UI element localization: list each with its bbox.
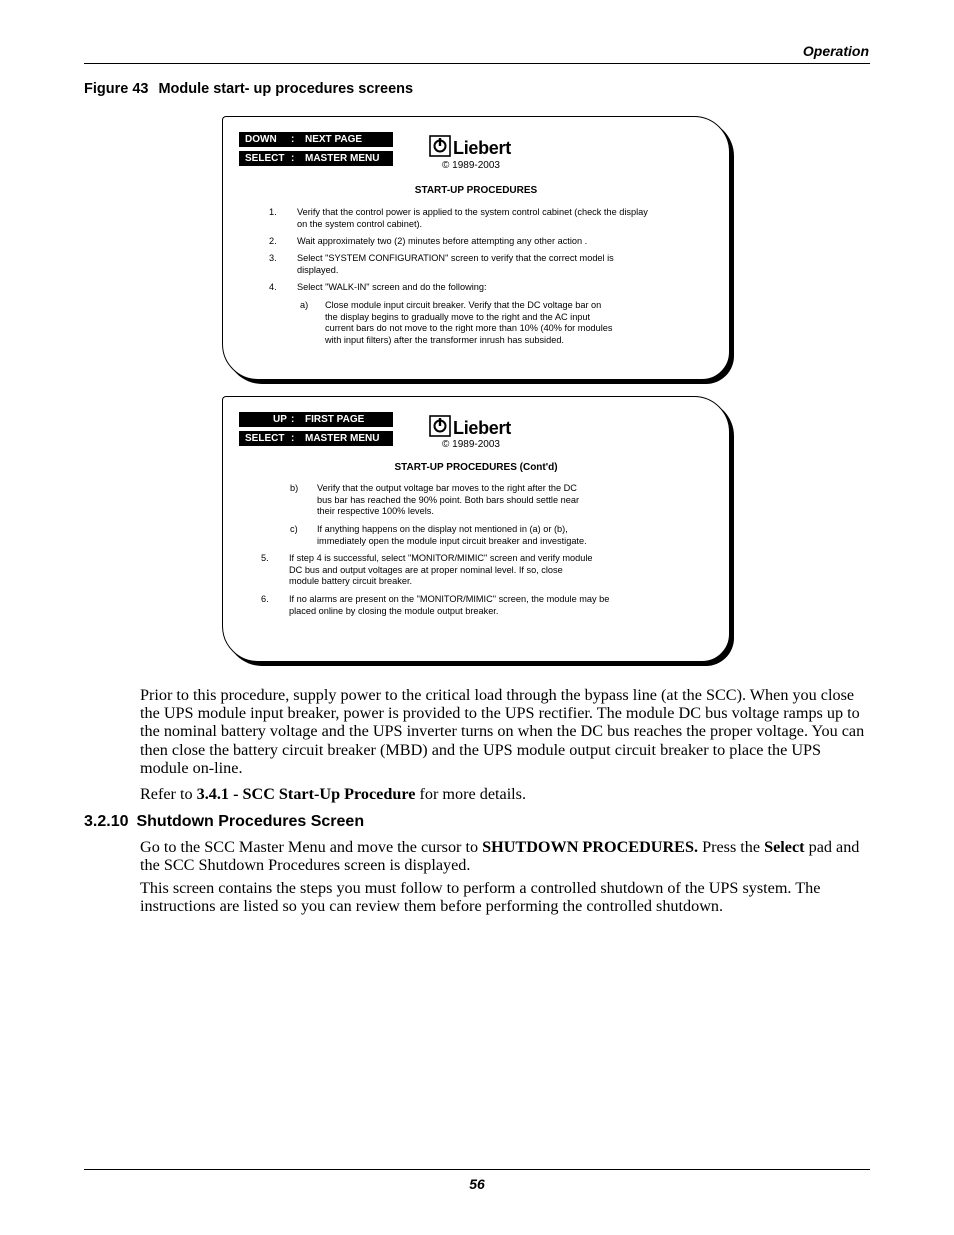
header-rule — [84, 63, 870, 64]
screen-title: START-UP PROCEDURES (Cont'd) — [394, 462, 558, 473]
step-number: c) — [290, 524, 298, 534]
nav-key-label: SELECT — [245, 153, 285, 164]
step-line: Verify that the output voltage bar moves to the right after the DC — [317, 483, 577, 493]
step-line: If step 4 is successful, select "MONITOR/MIMIC" screen and verify module — [289, 553, 593, 563]
step-line: with input filters) after the transformer inrush has subsided. — [325, 334, 564, 345]
step-line: immediately open the module input circuit breaker and investigate. — [317, 535, 587, 546]
step-line: Verify that the control power is applied to the system control cabinet (check the display — [297, 207, 648, 217]
page-number: 56 — [469, 1176, 485, 1192]
liebert-logo-icon — [429, 135, 451, 157]
logo-wordmark: Liebert — [453, 138, 511, 158]
step-line: module battery circuit breaker. — [289, 576, 413, 586]
step-line: Select "WALK-IN" screen and do the following: — [297, 282, 487, 292]
nav-key-label: SELECT — [245, 433, 285, 444]
liebert-logo-icon — [429, 415, 451, 437]
step-number: a) — [300, 300, 309, 310]
nav-key-label: UP — [273, 414, 287, 425]
step-line: displayed. — [297, 264, 339, 275]
section-heading — [84, 813, 364, 831]
step-number: 6. — [261, 594, 269, 604]
nav-key-up — [239, 412, 393, 427]
section-number: 3.2.10 — [84, 813, 129, 830]
paragraph-text: Press the — [698, 838, 765, 856]
step-line: placed online by closing the module output breaker. — [289, 605, 499, 616]
nav-key-separator: : — [291, 433, 295, 444]
intro-paragraph: Prior to this procedure, supply power to the critical load through the bypass line (at the SCC). When you close the UPS module input breaker, power is provided to the UPS rectifier. The module DC bus voltage ramps up to the nominal battery voltage and the UPS inverter turns on when the DC bus reaches the proper voltage. You can then close the battery circuit breaker (MBD) and the UPS module output circuit breaker to place the UPS module on-line. — [140, 686, 865, 777]
step-line: bus bar has reached the 90% point. Both bars should settle near — [317, 494, 580, 505]
step-line: Wait approximately two (2) minutes before attempting any other action . — [297, 236, 588, 246]
nav-key-action: FIRST PAGE — [305, 414, 365, 425]
nav-key-down — [239, 132, 393, 147]
running-header-section: Operation — [802, 43, 869, 59]
step-number: b) — [290, 483, 299, 493]
nav-key-select — [239, 151, 393, 166]
step-number: 1. — [269, 207, 277, 217]
pad-name: Select — [764, 838, 805, 856]
shutdown-instructions-paragraph — [140, 838, 870, 874]
step-line: current bars do not move to the right more than 10% (40% for modules — [325, 323, 613, 333]
step-line: DC bus and output voltages are at proper nominal level. If so, close — [289, 564, 563, 575]
paragraph-text: pad and the SCC Shutdown Procedures screen is displayed. — [140, 838, 860, 875]
logo-wordmark: Liebert — [453, 418, 511, 438]
step-number: 2. — [269, 236, 277, 246]
reference-paragraph — [140, 785, 870, 803]
figure-title: Module start- up procedures screens — [158, 81, 414, 97]
nav-key-action: MASTER MENU — [305, 153, 380, 164]
step-line: If no alarms are present on the "MONITOR/MIMIC" screen, the module may be — [289, 594, 610, 604]
nav-key-label: DOWN — [245, 134, 277, 145]
startup-screen-page-1 — [222, 116, 730, 380]
step-line: Select "SYSTEM CONFIGURATION" screen to verify that the correct model is — [297, 253, 614, 263]
step-line: on the system control cabinet). — [297, 218, 423, 229]
step-number: 3. — [269, 253, 277, 263]
step-line: Close module input circuit breaker. Verify that the DC voltage bar on — [325, 300, 602, 310]
cross-reference-link[interactable]: 3.4.1 - SCC Start-Up Procedure — [196, 785, 416, 803]
step-number: 5. — [261, 553, 269, 563]
figure-caption — [84, 81, 413, 97]
nav-key-select — [239, 431, 393, 446]
reference-text: for more details. — [415, 785, 527, 803]
shutdown-description-paragraph: This screen contains the steps you must follow to perform a controlled shutdown of the UPS system. The instructions are listed so you can review them before performing the controlled shutdown. — [140, 879, 821, 916]
figure-number: Figure 43 — [84, 81, 149, 97]
copyright-text: © 1989-2003 — [442, 439, 500, 450]
paragraph-text: Go to the SCC Master Menu and move the cursor to — [140, 838, 483, 856]
nav-key-separator: : — [291, 134, 295, 145]
step-line: their respective 100% levels. — [317, 506, 434, 516]
screen-title: START-UP PROCEDURES — [414, 185, 538, 196]
menu-item-name: SHUTDOWN PROCEDURES. — [482, 838, 699, 856]
nav-key-action: NEXT PAGE — [305, 134, 363, 145]
step-line: the display begins to gradually move to the right and the AC input — [325, 311, 591, 322]
footer-rule — [84, 1169, 870, 1170]
nav-key-action: MASTER MENU — [305, 433, 380, 444]
step-number: 4. — [269, 282, 277, 292]
nav-key-separator: : — [291, 153, 295, 164]
copyright-text: © 1989-2003 — [442, 160, 500, 171]
startup-screen-page-2 — [222, 396, 730, 662]
section-title: Shutdown Procedures Screen — [136, 813, 365, 830]
reference-text: Refer to — [140, 785, 197, 803]
step-line: If anything happens on the display not mentioned in (a) or (b), — [317, 524, 568, 534]
nav-key-separator: : — [291, 414, 295, 425]
